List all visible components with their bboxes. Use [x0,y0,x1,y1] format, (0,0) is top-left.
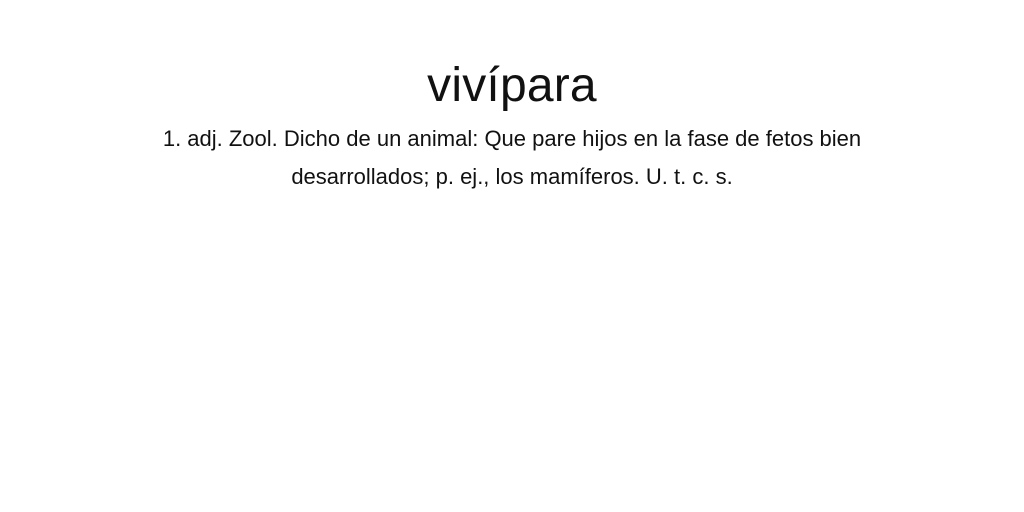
headword: vivípara [427,59,597,112]
definition-text: 1. adj. Zool. Dicho de un animal: Que pare hijos en la fase de fetos bien desarrollados; p. ej., los mamíferos. U. t. c. s. [162,126,862,189]
dictionary-entry [0,0,1024,196]
